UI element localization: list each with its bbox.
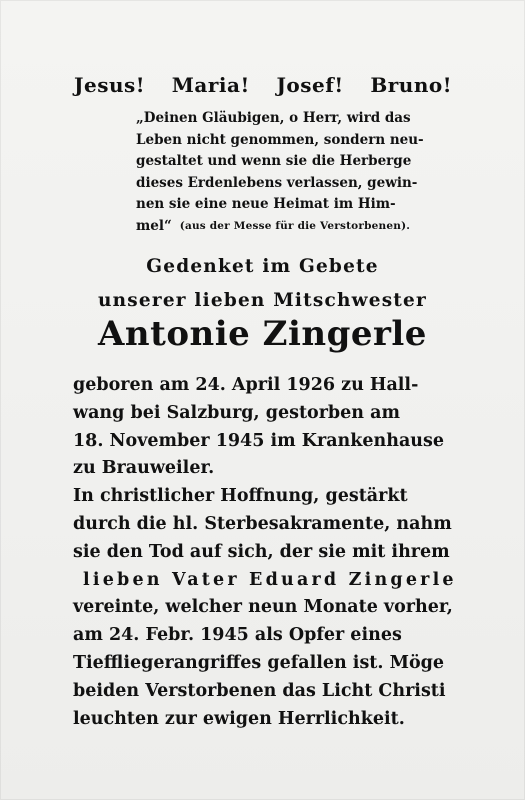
quote-line-text: Leben nicht genommen, sondern neu- [136,131,424,148]
scripture-quote [136,108,452,237]
body-line-text: geboren am 24. April 1926 zu Hall- [73,375,419,395]
body-line [73,678,453,706]
remembrance-line-1: Gedenket im Gebete [146,256,379,277]
quote-line-text: „Deinen Gläubigen, o Herr, wird das [136,110,411,126]
quote-line-text: nen sie eine neue Heimat im Him- [136,196,396,212]
body-line [73,400,453,428]
body-line [73,622,453,650]
invocation-word: Josef! [276,73,344,97]
body-line [73,539,453,567]
quote-line [136,108,452,130]
body-line [73,455,453,483]
body-line-text: 18. November 1945 im Krankenhause [73,430,445,451]
body-line-text: beiden Verstorbenen das Licht Christi [73,680,446,701]
body-line-text: vereinte, welcher neun Monate vorher, [73,597,453,618]
quote-line [136,173,452,195]
body-line-text: In christlicher Hoffnung, gestärkt [73,486,408,507]
deceased-name: Antonie Zingerle [98,314,427,354]
quote-line [136,130,452,152]
body-line-text: durch die hl. Sterbesakramente, nahm [73,513,452,534]
biography-text [73,372,457,733]
remembrance-heading [0,250,525,318]
body-line [73,594,453,622]
quote-line [136,151,452,173]
body-line-text: wang bei Salzburg, gestorben am [73,402,400,423]
body-line [73,483,453,511]
body-line-text: Tieffliegerangriffes gefallen ist. Möge [73,652,444,673]
body-line [73,650,453,678]
body-line-text: leuchten zur ewigen Herrlichkeit. [73,708,405,729]
quote-line-text: gestaltet und wenn sie die Herberge [136,153,412,169]
quote-line [136,216,452,238]
body-line-text: sie den Tod auf sich, der sie mit ihrem [73,541,450,562]
invocation-word: Bruno! [370,73,452,97]
quote-line-text: dieses Erdenlebens verlassen, gewin- [136,174,418,191]
invocation-word: Jesus! [74,73,146,97]
body-line-text: lieben Vater Eduard Zingerle [83,569,457,590]
body-line [73,567,457,595]
quote-line [136,194,452,216]
body-line-text: am 24. Febr. 1945 als Opfer eines [73,625,402,646]
invocation-line [74,73,452,97]
quote-source: (aus der Messe für die Verstorbenen). [179,219,411,232]
body-line [73,372,453,400]
quote-line-text: mel“ [136,217,172,234]
body-line [73,428,453,456]
body-line [73,511,453,539]
body-line [73,706,453,734]
remembrance-line-2: unserer lieben Mitschwester [98,290,427,311]
invocation-word: Maria! [171,73,250,97]
body-line-text: zu Brauweiler. [73,458,215,479]
